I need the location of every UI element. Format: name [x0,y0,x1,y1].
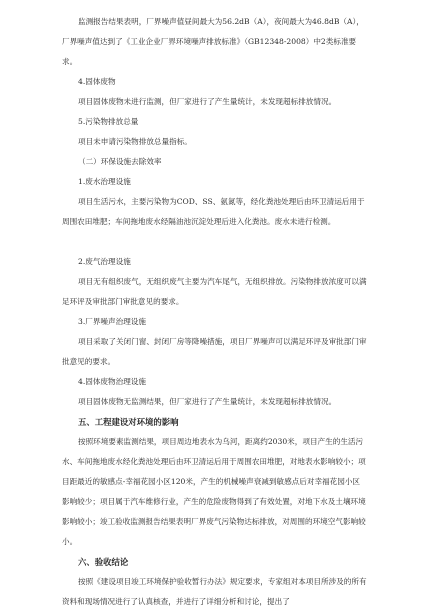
section-heading-wastewater-facility: 1.废水治理设施 [78,177,131,186]
section-heading-removal-efficiency: （二）环保设施去除效率 [78,157,162,166]
total-emissions-paragraph: 项目未申请污染物排放总量指标。 [78,137,192,146]
acceptance-conclusion-paragraph: 按照《建设项目竣工环境保护验收暂行办法》规定要求，专家组对本项目所涉及的所有资料和现场情况进行了认真核查，并进行了详细分析和讨论，提出了 [62,577,367,606]
noise-monitoring-paragraph: 监测报告结果表明，厂界噪声值昼间最大为56.2dB（A），夜间最大为46.8dB（A），厂界噪声值达到了《工业企业厂界环境噪声排放标准》（GB12348-2008）中2类标准要求。 [62,17,364,66]
solid-waste-facility-paragraph: 项目固体废物无监测结果，但厂家进行了产生量统计，未发现超标排放情况。 [78,397,337,406]
section-heading-acceptance-conclusion: 六、验收结论 [78,557,129,567]
environmental-impact-paragraph: 按照环境要素监测结果，项目周边地表水为乌河，距离约2030米，项目产生的生活污水、车间拖地废水经化粪池处理后由环卫清运后用于周围农田堆肥，对地表水影响较小；项目距最近的敏感点-幸福花园小区120米，产生的机械噪声衰减到敏感点后对幸福花园小区影响较少；项目属于汽车维修行业，产生的危险废物得到了有效处置，对地下水及土壤环境影响较小；竣工验收监测报告结果表明厂界废气污染物达标排放，对周围的环境空气影响较小。 [62,437,366,546]
section-heading-total-emissions: 5.污染物排放总量 [78,117,139,126]
noise-facility-paragraph: 项目采取了关闭门窗、封闭厂房等降噪措施，项目厂界噪声可以满足环评及审批部门审批意见的要求。 [62,337,367,366]
exhaust-paragraph: 项目无有组织废气，无组织废气主要为汽车尾气，无组织排放。污染物排放浓度可以满足环评及审批部门审批意见的要求。 [62,277,367,306]
section-heading-solid-waste: 4.固体废物 [78,77,116,86]
section-heading-solid-waste-facility: 4.固体废物治理设施 [78,377,146,386]
wastewater-paragraph: 项目生活污水，主要污染物为COD、SS、氨氮等，经化粪池处理后由环卫清运后用于周围农田堆肥；车间拖地废水经隔油池沉淀处理后进入化粪池。废水未进行检测。 [62,197,365,226]
section-heading-environmental-impact: 五、工程建设对环境的影响 [78,417,179,427]
solid-waste-paragraph: 项目固体废物未进行监测，但厂家进行了产生量统计，未发现超标排放情况。 [78,97,337,106]
section-heading-noise-facility: 3.厂界噪声治理设施 [78,317,146,326]
section-heading-exhaust-facility: 2.废气治理设施 [78,257,131,266]
